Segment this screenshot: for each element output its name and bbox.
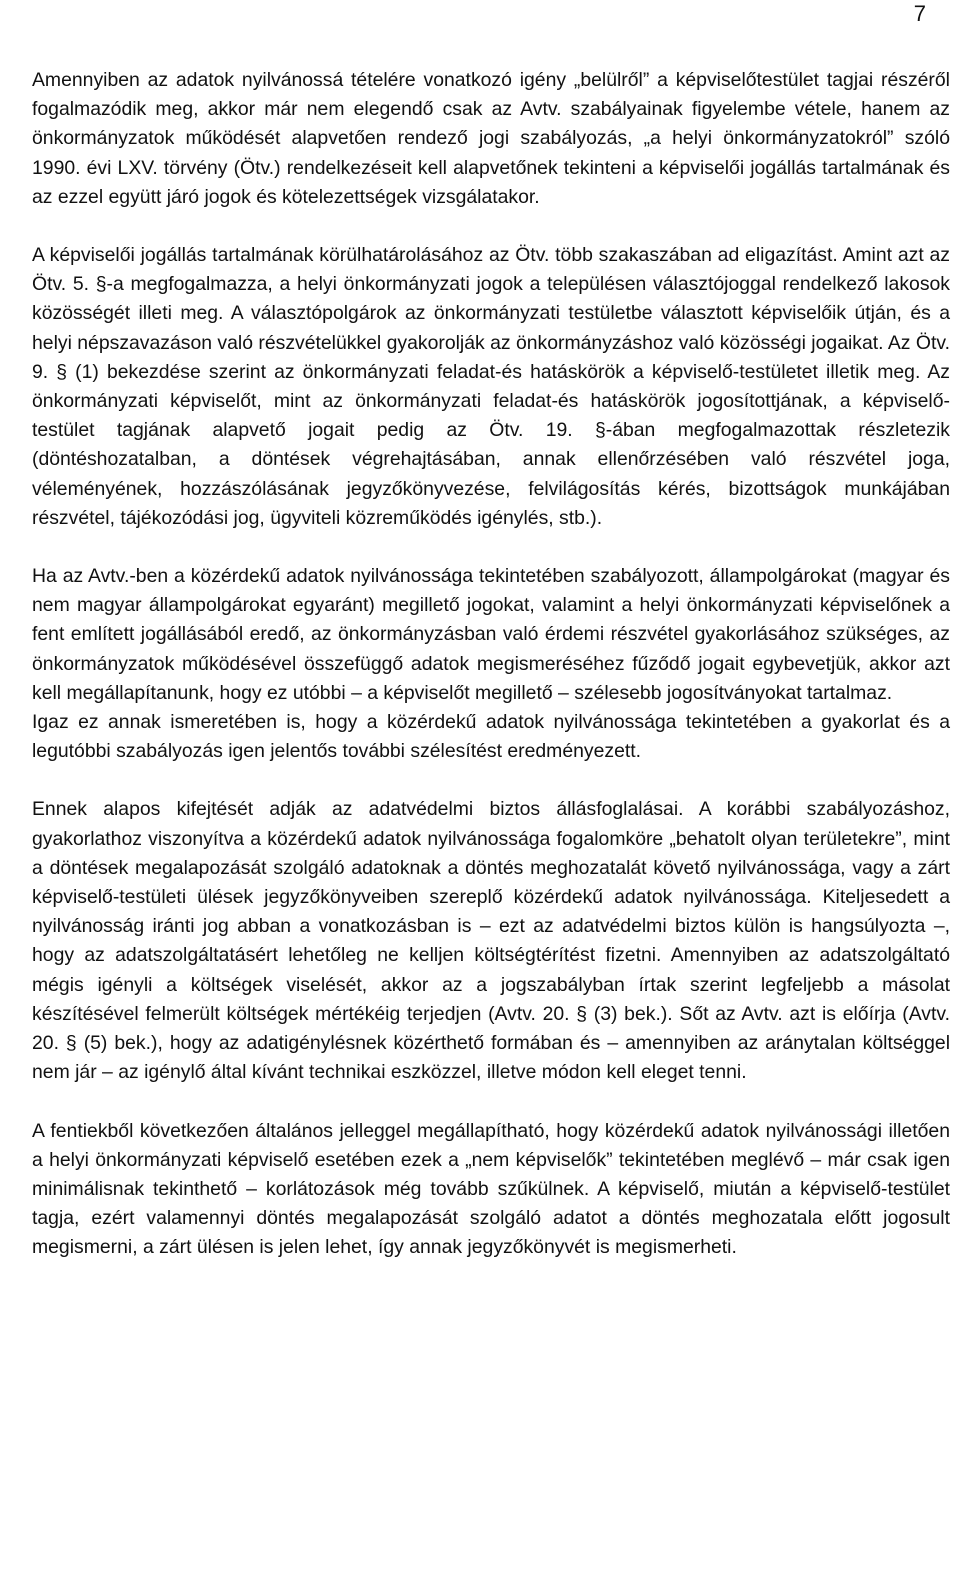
paragraph-gap	[32, 1088, 950, 1117]
paragraph-2: A képviselői jogállás tartalmának körülhatárolásához az Ötv. több szakaszában ad eligazítást. Amint azt az Ötv. 5. §-a megfogalmazza, a helyi önkormányzati jogok a településen választójoggal rendelkező lakosok közösségét illeti meg. A választópolgárok az önkormányzati testületbe választott képviselőik útján, és a helyi népszavazáson való részvételükkel gyakorolják az önkormányzáshoz való közösségi jogaikat. Az Ötv. 9. § (1) bekezdése szerint az önkormányzati feladat-és hatáskörök a képviselő-testületet illetik meg. Az önkormányzati képviselőt, mint az önkormányzati feladat-és hatáskörök jogosítottjának, a képviselő-testület tagjának alapvető jogait pedig az Ötv. 19. §-ában megfogalmazottak részletezik (döntéshozatalban, a döntések végrehajtásában, annak ellenőrzésében való részvétel joga, véleményének, hozzászólásának jegyzőkönyvezése, felvilágosítás kérés, bizottságok munkájában részvétel, tájékozódási jog, ügyviteli közreműködés igénylés, stb.).	[32, 244, 950, 529]
paragraph-4: Igaz ez annak ismeretében is, hogy a közérdekű adatok nyilvánossága tekintetében a gyakorlat és a legutóbbi szabályozás igen jelentős további szélesítést eredményezett.	[32, 711, 950, 763]
paragraph-gap	[32, 766, 950, 795]
document-body	[32, 66, 950, 1263]
paragraph-3: Ha az Avtv.-ben a közérdekű adatok nyilvánossága tekintetében szabályozott, állampolgárokat (magyar és nem magyar állampolgárokat egyaránt) megillető jogokat, valamint a helyi önkormányzati képviselőnek a fent említett jogállásából eredő, az önkormányzásban való érdemi részvétel gyakorlásához szükséges, az önkormányzatok működésével összefüggő adatok megismeréséhez fűződő jogait egybevetjük, akkor azt kell megállapítanunk, hogy ez utóbbi – a képviselőt megillető – szélesebb jogosítványokat tartalmaz.	[32, 565, 950, 704]
page-number: 7	[913, 1, 926, 26]
paragraph-gap	[32, 533, 950, 562]
paragraph-5: Ennek alapos kifejtését adják az adatvédelmi biztos állásfoglalásai. A korábbi szabályozáshoz, gyakorlathoz viszonyítva a közérdekű adatok nyilvánossága fogalomköre „behatolt olyan területekre”, mint a döntések megalapozását szolgáló adatoknak a döntés meghozatalát követő nyilvánossága, vagy a zárt képviselő-testületi ülések jegyzőkönyveiben szereplő közérdekű adatok nyilvánossága. Kiteljesedett a nyilvánosság iránti jog abban a vonatkozásban is – ezt az adatvédelmi biztos külön is hangsúlyozta –, hogy az adatszolgáltatásért lehetőleg ne kelljen költségtérítést fizetni. Amennyiben az adatszolgáltató mégis igényli a költségek viselését, akkor az a jogszabályban írtak szerint legfeljebb a másolat készítésével felmerült költségek mértékéig terjedjen (Avtv. 20. § (3) bek.). Sőt az Avtv. azt is előírja (Avtv. 20. § (5) bek.), hogy az adatigénylésnek közérthető formában és – amennyiben az aránytalan költséggel nem jár – az igénylő által kívánt technikai eszközzel, illetve módon kell eleget tenni.	[32, 798, 950, 1084]
paragraph-6: A fentiekből következően általános jelleggel megállapítható, hogy közérdekű adatok nyilvánossági illetően a helyi önkormányzati képviselő esetében ezek a „nem képviselők” tekintetében meglévő – már csak igen minimálisnak tekinthető – korlátozások még tovább szűkülnek. A képviselő, miután a képviselő-testület tagja, ezért valamennyi döntés megalapozását szolgáló adatot a döntés meghozatala előtt jogosult megismerni, a zárt ülésen is jelen lehet, így annak jegyzőkönyvét is megismerheti.	[32, 1119, 950, 1259]
paragraph-1: Amennyiben az adatok nyilvánossá tételére vonatkozó igény „belülről” a képviselőtestület tagjai részéről fogalmazódik meg, akkor már nem elegendő csak az Avtv. szabályainak figyelembe vétele, hanem az önkormányzatok működését alapvetően rendező jogi szabályozás, „a helyi önkormányzatokról” szóló 1990. évi LXV. törvény (Ötv.) rendelkezéseit kell alapvetőnek tekinteni a képviselői jogállás tartalmának és az ezzel együtt járó jogok és kötelezettségek vizsgálatakor.	[32, 69, 950, 208]
paragraph-gap	[32, 212, 950, 241]
